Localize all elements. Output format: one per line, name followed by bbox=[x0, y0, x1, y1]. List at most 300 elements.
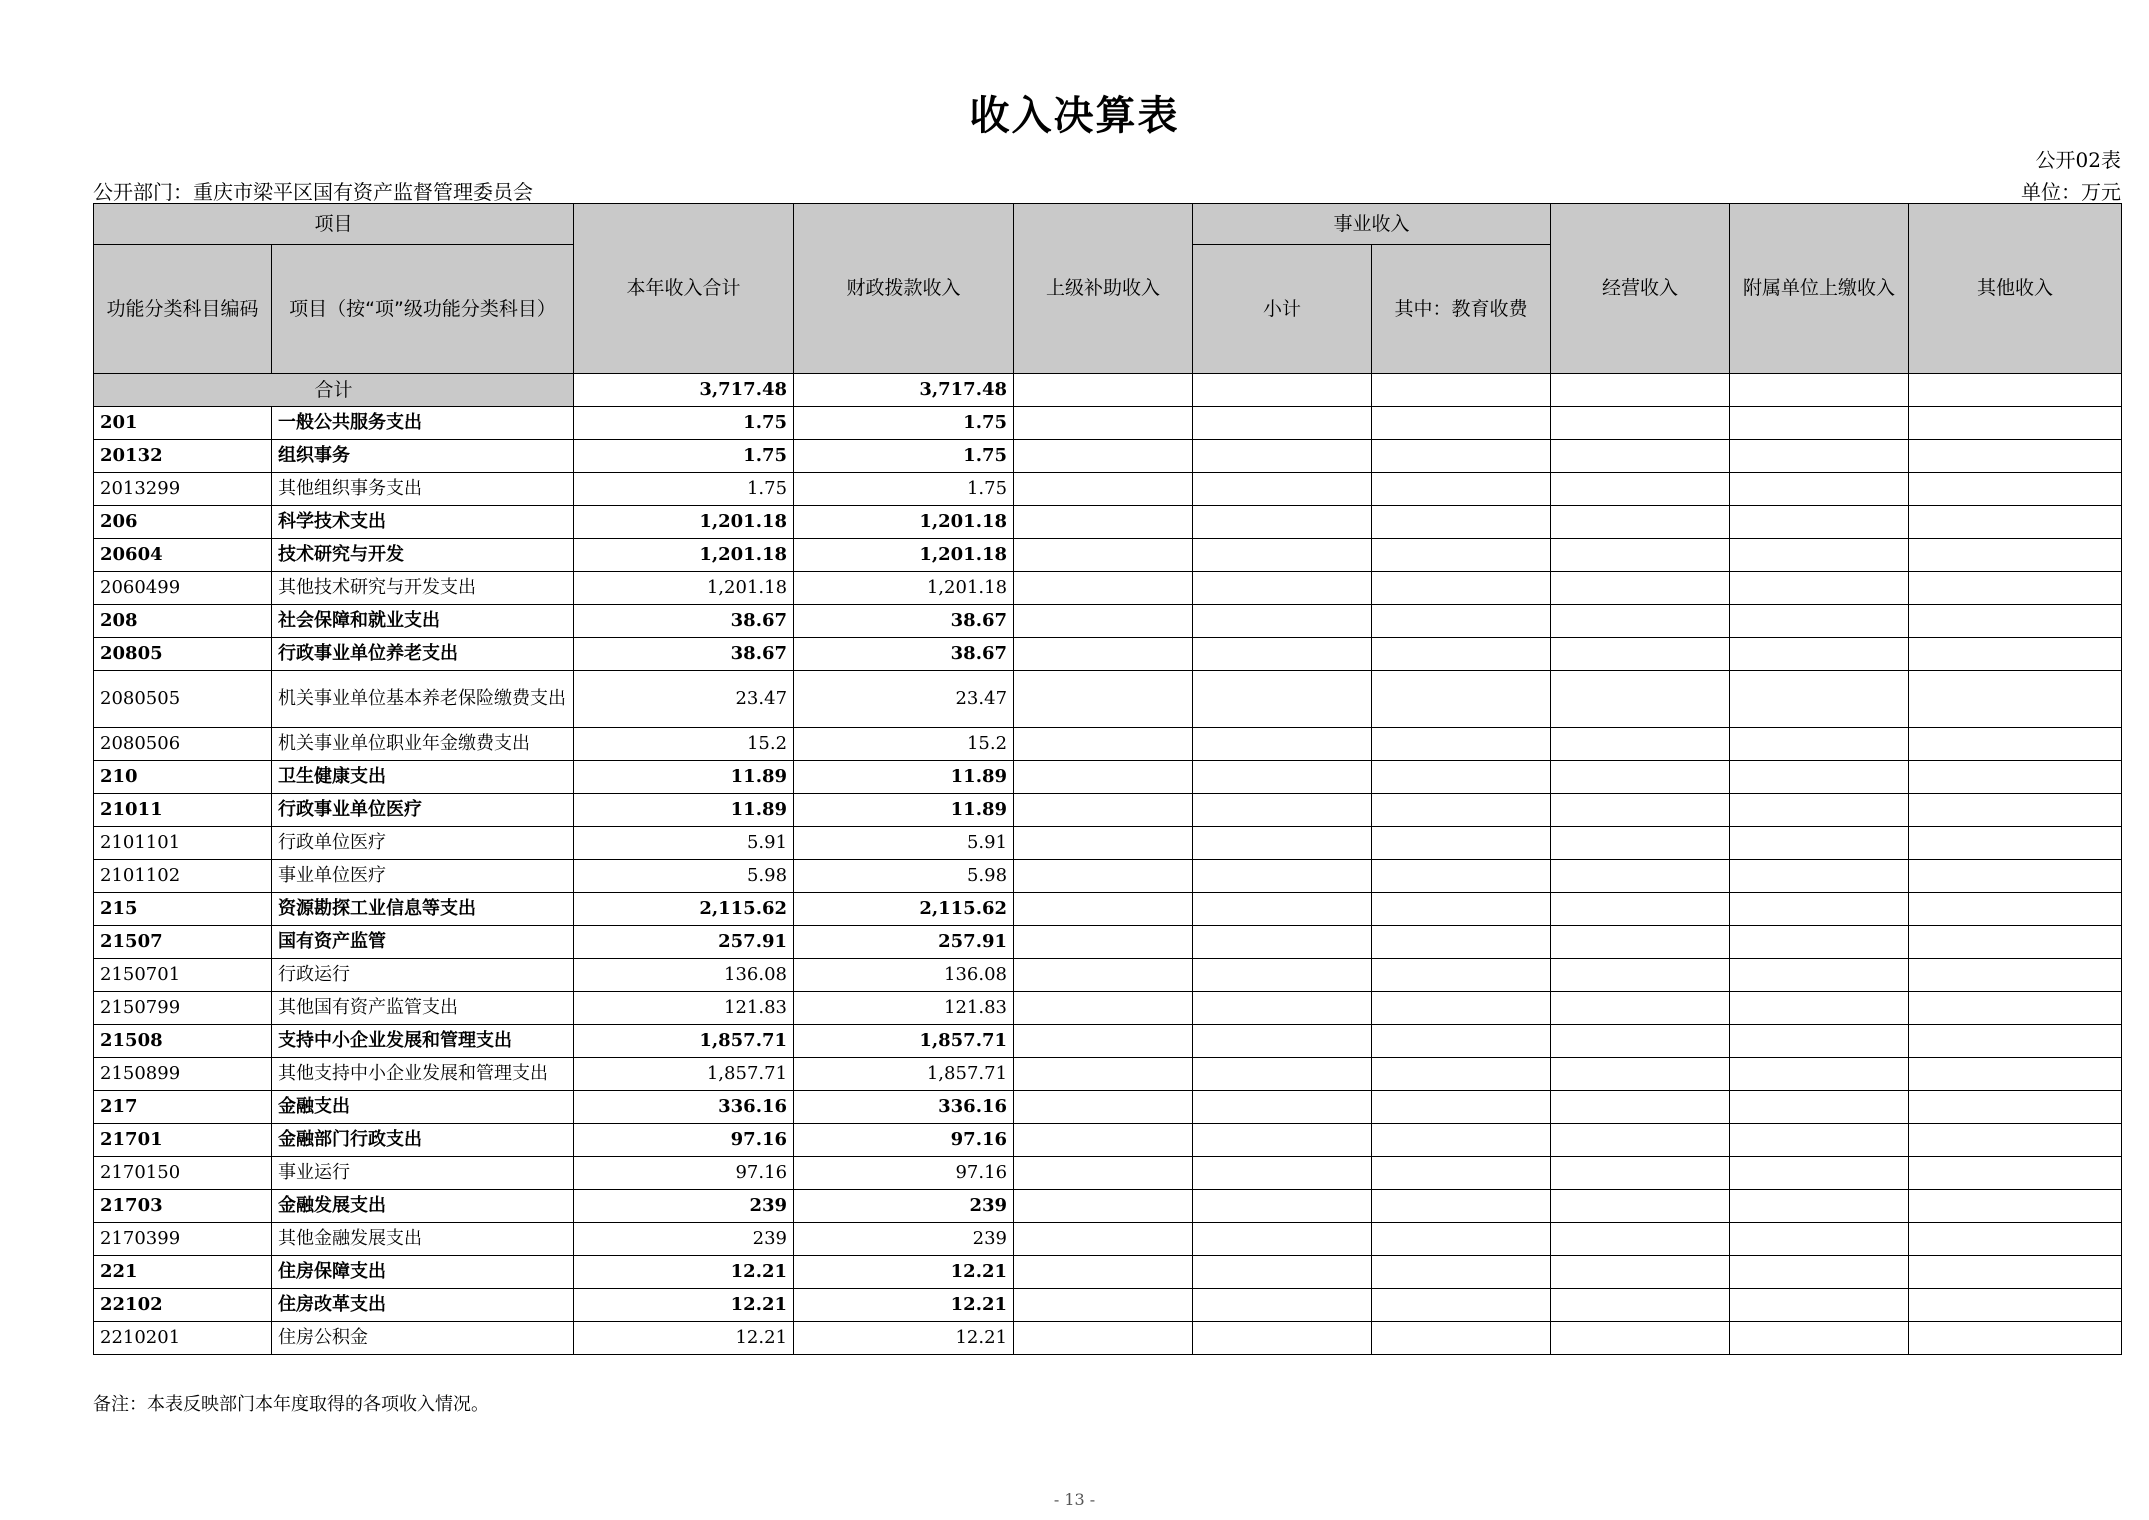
code-cell: 21507 bbox=[94, 926, 272, 959]
item-name-cell: 住房保障支出 bbox=[272, 1256, 574, 1289]
empty-cell bbox=[1730, 959, 1909, 992]
empty-cell bbox=[1372, 893, 1551, 926]
code-cell: 2013299 bbox=[94, 473, 272, 506]
empty-cell bbox=[1551, 407, 1730, 440]
code-cell: 215 bbox=[94, 893, 272, 926]
fiscal-income-cell: 12.21 bbox=[794, 1256, 1014, 1289]
empty-cell bbox=[1551, 1157, 1730, 1190]
empty-cell bbox=[1909, 1322, 2122, 1355]
empty-cell bbox=[1193, 1058, 1372, 1091]
item-name-cell: 其他金融发展支出 bbox=[272, 1223, 574, 1256]
header-subtotal: 小计 bbox=[1193, 245, 1372, 374]
empty-cell bbox=[1909, 893, 2122, 926]
header-business-income: 事业收入 bbox=[1193, 204, 1551, 245]
empty-cell bbox=[1372, 539, 1551, 572]
empty-cell bbox=[1193, 473, 1372, 506]
empty-cell bbox=[1909, 440, 2122, 473]
empty-cell bbox=[1730, 1223, 1909, 1256]
empty-cell bbox=[1372, 1322, 1551, 1355]
code-cell: 2170399 bbox=[94, 1223, 272, 1256]
total-income-cell: 1,857.71 bbox=[574, 1025, 794, 1058]
fiscal-income-cell: 5.91 bbox=[794, 827, 1014, 860]
empty-cell bbox=[1730, 992, 1909, 1025]
empty-cell bbox=[1193, 761, 1372, 794]
empty-cell bbox=[1551, 1190, 1730, 1223]
header-item: 项目（按“项”级功能分类科目） bbox=[272, 245, 574, 374]
empty-cell bbox=[1551, 893, 1730, 926]
item-name-cell: 其他国有资产监管支出 bbox=[272, 992, 574, 1025]
empty-cell bbox=[1193, 959, 1372, 992]
fiscal-income-cell: 239 bbox=[794, 1190, 1014, 1223]
fiscal-income-cell: 97.16 bbox=[794, 1124, 1014, 1157]
header-affiliated: 附属单位上缴收入 bbox=[1730, 204, 1909, 374]
header-operating: 经营收入 bbox=[1551, 204, 1730, 374]
code-cell: 221 bbox=[94, 1256, 272, 1289]
empty-cell bbox=[1193, 440, 1372, 473]
total-income-cell: 5.98 bbox=[574, 860, 794, 893]
empty-cell bbox=[1014, 572, 1193, 605]
unit-label: 单位：万元 bbox=[2021, 180, 2121, 204]
empty-cell bbox=[1193, 926, 1372, 959]
item-name-cell: 事业运行 bbox=[272, 1157, 574, 1190]
item-name-cell: 科学技术支出 bbox=[272, 506, 574, 539]
table-row bbox=[94, 638, 2122, 671]
fiscal-income-cell: 38.67 bbox=[794, 605, 1014, 638]
total-income-cell: 38.67 bbox=[574, 638, 794, 671]
fiscal-income-cell: 15.2 bbox=[794, 728, 1014, 761]
empty-cell bbox=[1372, 1289, 1551, 1322]
empty-cell bbox=[1372, 473, 1551, 506]
empty-cell bbox=[1014, 1124, 1193, 1157]
code-cell: 21011 bbox=[94, 794, 272, 827]
code-cell: 2150701 bbox=[94, 959, 272, 992]
fiscal-income-cell: 2,115.62 bbox=[794, 893, 1014, 926]
empty-cell bbox=[1551, 506, 1730, 539]
empty-cell bbox=[1730, 794, 1909, 827]
empty-cell bbox=[1193, 1091, 1372, 1124]
empty-cell bbox=[1014, 794, 1193, 827]
header-fiscal: 财政拨款收入 bbox=[794, 204, 1014, 374]
item-name-cell: 技术研究与开发 bbox=[272, 539, 574, 572]
fiscal-income-cell: 1,201.18 bbox=[794, 539, 1014, 572]
total-income-cell: 121.83 bbox=[574, 992, 794, 1025]
empty-cell bbox=[1193, 1322, 1372, 1355]
empty-cell bbox=[1730, 407, 1909, 440]
empty-cell bbox=[1730, 728, 1909, 761]
code-cell: 2210201 bbox=[94, 1322, 272, 1355]
empty-cell bbox=[1551, 959, 1730, 992]
empty-cell bbox=[1014, 506, 1193, 539]
table-row bbox=[94, 605, 2122, 638]
code-cell: 208 bbox=[94, 605, 272, 638]
empty-cell bbox=[1372, 1025, 1551, 1058]
table-row bbox=[94, 1157, 2122, 1190]
empty-cell bbox=[1909, 1256, 2122, 1289]
empty-cell bbox=[1551, 827, 1730, 860]
empty-cell bbox=[1014, 1025, 1193, 1058]
empty-cell bbox=[1372, 638, 1551, 671]
empty-cell bbox=[1730, 605, 1909, 638]
empty-cell bbox=[1909, 638, 2122, 671]
table-row bbox=[94, 473, 2122, 506]
fiscal-income-cell: 239 bbox=[794, 1223, 1014, 1256]
total-income-cell: 1.75 bbox=[574, 473, 794, 506]
empty-cell bbox=[1372, 440, 1551, 473]
empty-cell bbox=[1193, 728, 1372, 761]
empty-cell bbox=[1372, 1223, 1551, 1256]
total-income-cell: 1.75 bbox=[574, 440, 794, 473]
total-income-cell: 2,115.62 bbox=[574, 893, 794, 926]
empty-cell bbox=[1014, 761, 1193, 794]
page-number: - 13 - bbox=[1053, 1490, 1096, 1509]
empty-cell bbox=[1372, 959, 1551, 992]
table-row bbox=[94, 860, 2122, 893]
table-row bbox=[94, 407, 2122, 440]
empty-cell bbox=[1014, 827, 1193, 860]
total-income-cell: 23.47 bbox=[574, 671, 794, 728]
fiscal-income-cell: 1.75 bbox=[794, 440, 1014, 473]
empty-cell bbox=[1193, 572, 1372, 605]
total-row-label: 合计 bbox=[94, 374, 574, 407]
empty-cell bbox=[1193, 1124, 1372, 1157]
total-income-cell: 11.89 bbox=[574, 794, 794, 827]
header-education-fee: 其中：教育收费 bbox=[1372, 245, 1551, 374]
table-row bbox=[94, 926, 2122, 959]
empty-cell bbox=[1014, 1256, 1193, 1289]
table-row bbox=[94, 1256, 2122, 1289]
code-cell: 2150899 bbox=[94, 1058, 272, 1091]
empty-cell bbox=[1909, 473, 2122, 506]
table-row bbox=[94, 761, 2122, 794]
empty-cell bbox=[1193, 407, 1372, 440]
form-number: 公开02表 bbox=[2035, 148, 2121, 172]
empty-cell bbox=[1372, 827, 1551, 860]
total-income-cell: 5.91 bbox=[574, 827, 794, 860]
empty-cell bbox=[1193, 1256, 1372, 1289]
total-income-cell: 97.16 bbox=[574, 1124, 794, 1157]
item-name-cell: 机关事业单位职业年金缴费支出 bbox=[272, 728, 574, 761]
item-name-cell: 支持中小企业发展和管理支出 bbox=[272, 1025, 574, 1058]
code-cell: 210 bbox=[94, 761, 272, 794]
empty-cell bbox=[1551, 926, 1730, 959]
empty-cell bbox=[1193, 638, 1372, 671]
empty-cell bbox=[1551, 794, 1730, 827]
code-cell: 2150799 bbox=[94, 992, 272, 1025]
empty-cell bbox=[1014, 1058, 1193, 1091]
fiscal-income-cell: 38.67 bbox=[794, 638, 1014, 671]
empty-cell bbox=[1730, 1190, 1909, 1223]
empty-cell bbox=[1372, 1190, 1551, 1223]
table-row bbox=[94, 893, 2122, 926]
item-name-cell: 社会保障和就业支出 bbox=[272, 605, 574, 638]
empty-cell bbox=[1909, 1289, 2122, 1322]
empty-cell bbox=[1730, 1289, 1909, 1322]
fiscal-income-cell: 1.75 bbox=[794, 473, 1014, 506]
item-name-cell: 其他支持中小企业发展和管理支出 bbox=[272, 1058, 574, 1091]
table-row bbox=[94, 440, 2122, 473]
item-name-cell: 资源勘探工业信息等支出 bbox=[272, 893, 574, 926]
total-income-cell: 1,857.71 bbox=[574, 1058, 794, 1091]
empty-cell bbox=[1730, 473, 1909, 506]
fiscal-income-cell: 1,857.71 bbox=[794, 1058, 1014, 1091]
fiscal-income-cell: 1,201.18 bbox=[794, 572, 1014, 605]
empty-cell bbox=[1372, 761, 1551, 794]
empty-cell bbox=[1909, 728, 2122, 761]
department-label: 公开部门：重庆市梁平区国有资产监督管理委员会 bbox=[93, 180, 533, 204]
empty-cell bbox=[1193, 1223, 1372, 1256]
item-name-cell: 国有资产监管 bbox=[272, 926, 574, 959]
empty-cell bbox=[1014, 959, 1193, 992]
header-total-income: 本年收入合计 bbox=[574, 204, 794, 374]
code-cell: 206 bbox=[94, 506, 272, 539]
empty-cell bbox=[1909, 959, 2122, 992]
empty-cell bbox=[1372, 992, 1551, 1025]
table-row bbox=[94, 992, 2122, 1025]
code-cell: 22102 bbox=[94, 1289, 272, 1322]
empty-cell bbox=[1014, 728, 1193, 761]
total-row-fiscal: 3,717.48 bbox=[794, 374, 1014, 407]
empty-cell bbox=[1730, 1025, 1909, 1058]
fiscal-income-cell: 257.91 bbox=[794, 926, 1014, 959]
empty-cell bbox=[1372, 794, 1551, 827]
empty-cell bbox=[1372, 572, 1551, 605]
empty-cell bbox=[1014, 1223, 1193, 1256]
item-name-cell: 其他组织事务支出 bbox=[272, 473, 574, 506]
empty-cell bbox=[1193, 1190, 1372, 1223]
empty-cell bbox=[1909, 1157, 2122, 1190]
empty-cell bbox=[1372, 407, 1551, 440]
empty-cell bbox=[1372, 860, 1551, 893]
empty-cell bbox=[1551, 605, 1730, 638]
table-row bbox=[94, 671, 2122, 728]
item-name-cell: 行政事业单位养老支出 bbox=[272, 638, 574, 671]
empty-cell bbox=[1014, 473, 1193, 506]
empty-cell bbox=[1372, 1091, 1551, 1124]
empty-cell bbox=[1909, 794, 2122, 827]
empty-cell bbox=[1193, 827, 1372, 860]
empty-cell bbox=[1551, 761, 1730, 794]
code-cell: 2101102 bbox=[94, 860, 272, 893]
empty-cell bbox=[1551, 1025, 1730, 1058]
fiscal-income-cell: 5.98 bbox=[794, 860, 1014, 893]
empty-cell bbox=[1551, 638, 1730, 671]
empty-cell bbox=[1909, 1124, 2122, 1157]
empty-cell bbox=[1909, 539, 2122, 572]
empty-cell bbox=[1014, 992, 1193, 1025]
empty-cell bbox=[1014, 539, 1193, 572]
item-name-cell: 金融支出 bbox=[272, 1091, 574, 1124]
code-cell: 2170150 bbox=[94, 1157, 272, 1190]
empty-cell bbox=[1551, 473, 1730, 506]
empty-cell bbox=[1372, 1157, 1551, 1190]
empty-cell bbox=[1551, 1058, 1730, 1091]
empty-cell bbox=[1014, 926, 1193, 959]
table-row bbox=[94, 539, 2122, 572]
empty-cell bbox=[1551, 572, 1730, 605]
header-code: 功能分类科目编码 bbox=[94, 245, 272, 374]
table-row bbox=[94, 794, 2122, 827]
empty-cell bbox=[1730, 671, 1909, 728]
code-cell: 2080506 bbox=[94, 728, 272, 761]
empty-cell bbox=[1193, 506, 1372, 539]
table-row bbox=[94, 572, 2122, 605]
empty-cell bbox=[1730, 539, 1909, 572]
empty-cell bbox=[1551, 671, 1730, 728]
empty-cell bbox=[1014, 407, 1193, 440]
fiscal-income-cell: 11.89 bbox=[794, 761, 1014, 794]
total-income-cell: 12.21 bbox=[574, 1322, 794, 1355]
fiscal-income-cell: 136.08 bbox=[794, 959, 1014, 992]
empty-cell bbox=[1909, 992, 2122, 1025]
total-income-cell: 239 bbox=[574, 1223, 794, 1256]
empty-cell bbox=[1372, 1124, 1551, 1157]
empty-cell bbox=[1193, 860, 1372, 893]
total-income-cell: 15.2 bbox=[574, 728, 794, 761]
fiscal-income-cell: 1,201.18 bbox=[794, 506, 1014, 539]
empty-cell bbox=[1014, 1157, 1193, 1190]
fiscal-income-cell: 23.47 bbox=[794, 671, 1014, 728]
empty-cell bbox=[1551, 728, 1730, 761]
empty-cell bbox=[1909, 761, 2122, 794]
empty-cell bbox=[1909, 1223, 2122, 1256]
fiscal-income-cell: 1,857.71 bbox=[794, 1025, 1014, 1058]
empty-cell bbox=[1014, 671, 1193, 728]
table-row bbox=[94, 959, 2122, 992]
empty-cell bbox=[1014, 860, 1193, 893]
code-cell: 2101101 bbox=[94, 827, 272, 860]
empty-cell bbox=[1014, 1190, 1193, 1223]
empty-cell bbox=[1551, 1289, 1730, 1322]
empty-cell bbox=[1193, 539, 1372, 572]
empty-cell bbox=[1551, 1124, 1730, 1157]
item-name-cell: 行政单位医疗 bbox=[272, 827, 574, 860]
item-name-cell: 金融发展支出 bbox=[272, 1190, 574, 1223]
empty-cell bbox=[1730, 926, 1909, 959]
fiscal-income-cell: 12.21 bbox=[794, 1289, 1014, 1322]
header-project: 项目 bbox=[94, 204, 574, 245]
fiscal-income-cell: 97.16 bbox=[794, 1157, 1014, 1190]
empty-cell bbox=[1372, 728, 1551, 761]
empty-cell bbox=[1730, 1058, 1909, 1091]
empty-cell bbox=[1730, 1322, 1909, 1355]
empty-cell bbox=[1193, 893, 1372, 926]
item-name-cell: 行政事业单位医疗 bbox=[272, 794, 574, 827]
code-cell: 21508 bbox=[94, 1025, 272, 1058]
item-name-cell: 一般公共服务支出 bbox=[272, 407, 574, 440]
code-cell: 20805 bbox=[94, 638, 272, 671]
table-row bbox=[94, 1223, 2122, 1256]
report-title: 收入决算表 bbox=[969, 93, 1180, 139]
total-income-cell: 38.67 bbox=[574, 605, 794, 638]
empty-cell bbox=[1551, 992, 1730, 1025]
empty-cell bbox=[1909, 572, 2122, 605]
empty-cell bbox=[1193, 794, 1372, 827]
empty-cell bbox=[1193, 1289, 1372, 1322]
empty-cell bbox=[1730, 893, 1909, 926]
table-row bbox=[94, 1025, 2122, 1058]
empty-cell bbox=[1372, 506, 1551, 539]
empty-cell bbox=[1730, 1157, 1909, 1190]
code-cell: 21703 bbox=[94, 1190, 272, 1223]
code-cell: 217 bbox=[94, 1091, 272, 1124]
empty-cell bbox=[1014, 638, 1193, 671]
empty-cell bbox=[1372, 671, 1551, 728]
total-income-cell: 11.89 bbox=[574, 761, 794, 794]
empty-cell bbox=[1193, 605, 1372, 638]
item-name-cell: 行政运行 bbox=[272, 959, 574, 992]
empty-cell bbox=[1014, 1289, 1193, 1322]
table-row bbox=[94, 1289, 2122, 1322]
table-row bbox=[94, 827, 2122, 860]
item-name-cell: 其他技术研究与开发支出 bbox=[272, 572, 574, 605]
empty-cell bbox=[1551, 1322, 1730, 1355]
total-income-cell: 1,201.18 bbox=[574, 539, 794, 572]
empty-cell bbox=[1909, 605, 2122, 638]
code-cell: 21701 bbox=[94, 1124, 272, 1157]
empty-cell bbox=[1730, 1256, 1909, 1289]
empty-cell bbox=[1193, 671, 1372, 728]
total-income-cell: 12.21 bbox=[574, 1256, 794, 1289]
item-name-cell: 事业单位医疗 bbox=[272, 860, 574, 893]
header-superior-subsidy: 上级补助收入 bbox=[1014, 204, 1193, 374]
empty-cell bbox=[1730, 440, 1909, 473]
empty-cell bbox=[1730, 827, 1909, 860]
empty-cell bbox=[1730, 761, 1909, 794]
empty-cell bbox=[1909, 1190, 2122, 1223]
table-row bbox=[94, 1190, 2122, 1223]
code-cell: 201 bbox=[94, 407, 272, 440]
fiscal-income-cell: 336.16 bbox=[794, 1091, 1014, 1124]
table-note: 备注：本表反映部门本年度取得的各项收入情况。 bbox=[93, 1394, 489, 1415]
empty-cell bbox=[1551, 1256, 1730, 1289]
fiscal-income-cell: 121.83 bbox=[794, 992, 1014, 1025]
empty-cell bbox=[1551, 440, 1730, 473]
fiscal-income-cell: 1.75 bbox=[794, 407, 1014, 440]
fiscal-income-cell: 12.21 bbox=[794, 1322, 1014, 1355]
table-row bbox=[94, 1091, 2122, 1124]
empty-cell bbox=[1909, 1058, 2122, 1091]
empty-cell bbox=[1551, 860, 1730, 893]
item-name-cell: 住房改革支出 bbox=[272, 1289, 574, 1322]
item-name-cell: 住房公积金 bbox=[272, 1322, 574, 1355]
empty-cell bbox=[1014, 1091, 1193, 1124]
empty-cell bbox=[1909, 827, 2122, 860]
empty-cell bbox=[1909, 407, 2122, 440]
item-name-cell: 卫生健康支出 bbox=[272, 761, 574, 794]
empty-cell bbox=[1909, 926, 2122, 959]
empty-cell bbox=[1730, 638, 1909, 671]
total-income-cell: 1.75 bbox=[574, 407, 794, 440]
table-row bbox=[94, 506, 2122, 539]
empty-cell bbox=[1372, 605, 1551, 638]
header-other: 其他收入 bbox=[1909, 204, 2122, 374]
total-income-cell: 257.91 bbox=[574, 926, 794, 959]
total-income-cell: 12.21 bbox=[574, 1289, 794, 1322]
empty-cell bbox=[1730, 860, 1909, 893]
empty-cell bbox=[1730, 506, 1909, 539]
table-row bbox=[94, 1058, 2122, 1091]
code-cell: 2060499 bbox=[94, 572, 272, 605]
item-name-cell: 机关事业单位基本养老保险缴费支出 bbox=[272, 671, 574, 728]
total-income-cell: 97.16 bbox=[574, 1157, 794, 1190]
empty-cell bbox=[1193, 992, 1372, 1025]
total-income-cell: 1,201.18 bbox=[574, 572, 794, 605]
code-cell: 20604 bbox=[94, 539, 272, 572]
empty-cell bbox=[1551, 1091, 1730, 1124]
empty-cell bbox=[1014, 440, 1193, 473]
empty-cell bbox=[1909, 860, 2122, 893]
table-row bbox=[94, 728, 2122, 761]
